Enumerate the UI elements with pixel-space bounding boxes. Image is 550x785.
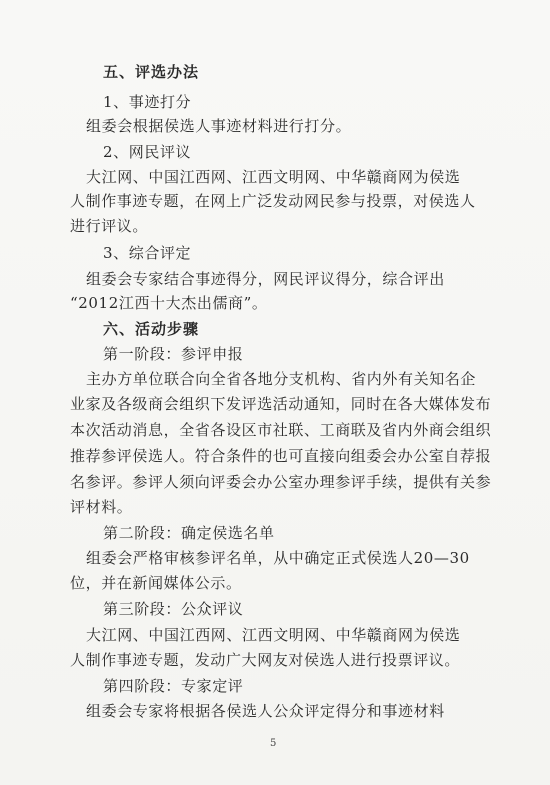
- paragraph-line: 评材料。: [70, 498, 133, 516]
- paragraph-line: 组委会严格审核参评名单，从中确定正式侯选人20—30: [86, 549, 470, 567]
- paragraph-line: 位，并在新闻媒体公示。: [70, 574, 242, 592]
- paragraph-line: 业家及各级商会组织下发评选活动通知，同时在各大媒体发布: [70, 395, 492, 413]
- paragraph-line: 大江网、中国江西网、江西文明网、中华赣商网为侯选: [86, 168, 461, 186]
- paragraph-line: 主办方单位联合向全省各地分支机构、省内外有关知名企: [86, 370, 477, 388]
- stage-heading-1: 第一阶段：参评申报: [103, 345, 244, 363]
- paragraph-line: 组委会根据侯选人事迹材料进行打分。: [86, 117, 352, 135]
- paragraph-line: 推荐参评侯选人。符合条件的也可直接向组委会办公室自荐报: [70, 447, 492, 465]
- stage-heading-2: 第二阶段：确定侯选名单: [103, 524, 275, 542]
- stage-heading-4: 第四阶段：专家定评: [103, 677, 244, 695]
- section-heading-activity-steps: 六、活动步骤: [103, 320, 200, 338]
- subheading-comprehensive-evaluation: 3、综合评定: [103, 244, 192, 262]
- subheading-netizen-review: 2、网民评议: [103, 143, 192, 161]
- paragraph-line: 大江网、中国江西网、江西文明网、中华赣商网为侯选: [86, 626, 461, 644]
- subheading-deeds-scoring: 1、事迹打分: [103, 93, 192, 111]
- section-heading-evaluation-methods: 五、评选办法: [103, 63, 200, 81]
- paragraph-line: 人制作事迹专题，发动广大网友对侯选人进行投票评议。: [70, 651, 461, 669]
- paragraph-line: 人制作事迹专题，在网上广泛发动网民参与投票，对侯选人: [70, 192, 476, 210]
- paragraph-line: “2012江西十大杰出儒商”。: [70, 294, 268, 312]
- paragraph-line: 组委会专家结合事迹得分，网民评议得分，综合评出: [86, 270, 445, 288]
- paragraph-line: 组委会专家将根据各侯选人公众评定得分和事迹材料: [86, 702, 445, 720]
- page-number: 5: [270, 738, 277, 749]
- paragraph-line: 进行评议。: [70, 217, 149, 235]
- stage-heading-3: 第三阶段：公众评议: [103, 600, 244, 618]
- paragraph-line: 本次活动消息，全省各设区市社联、工商联及省内外商会组织: [70, 421, 492, 439]
- paragraph-line: 名参评。参评人须向评委会办公室办理参评手续，提供有关参: [70, 473, 492, 491]
